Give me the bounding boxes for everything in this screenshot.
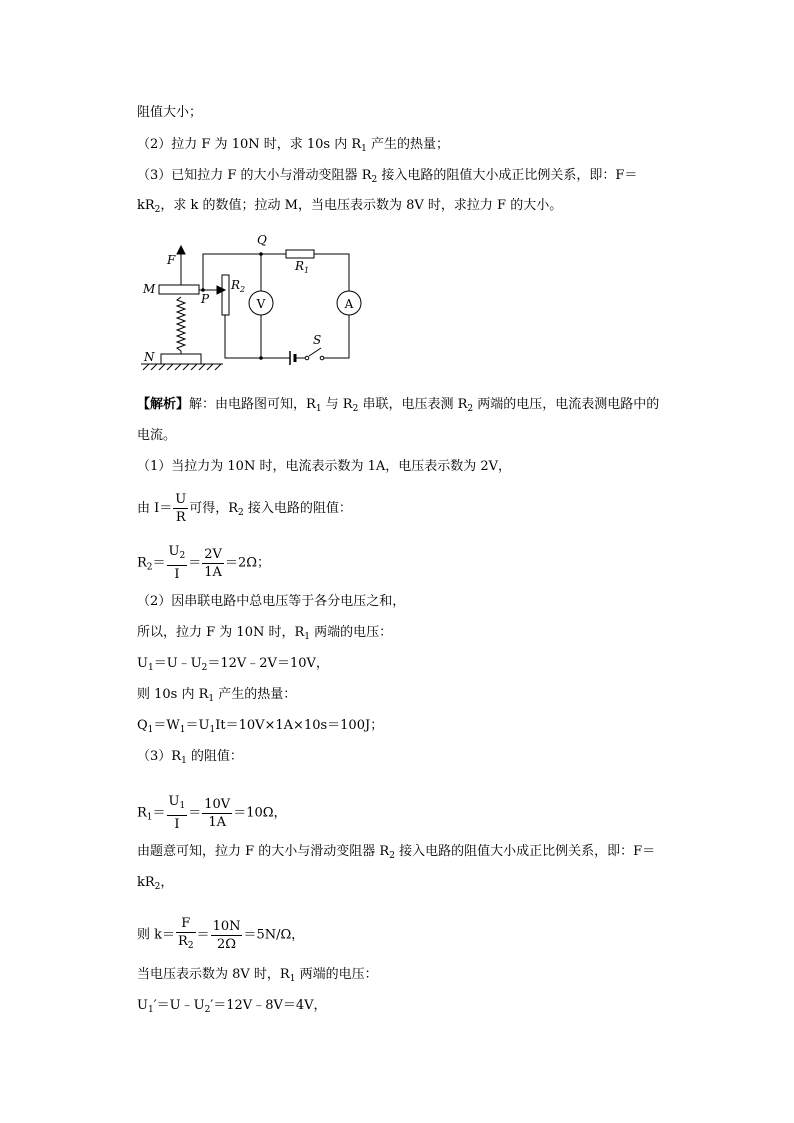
fraction-u1-i: $\frac{U_1}{I}$ bbox=[168, 794, 186, 832]
ohm-law-line: 由 I＝ $\frac{U}{R}$ 可得，$R_2$ 接入电路的阻值： bbox=[137, 492, 352, 525]
v8-line: 当电压表示数为 8V 时，$R_1$ 两端的电压： bbox=[137, 967, 378, 984]
label-a: A bbox=[344, 297, 354, 311]
r1-equation: $R_1=$ $\frac{U_1}{I}$ ＝ $\frac{10V}{1A}$ ＝10Ω， bbox=[137, 794, 287, 832]
label-q: Q bbox=[257, 233, 267, 247]
solution-intro: 【解析】解：由电路图可知，$R_1$ 与 $R_2$ 串联，电压表测 $R_2$ 两端的电压，电流表测电路中的 bbox=[137, 397, 660, 414]
question-2: （2）拉力 F 为 10N 时，求 10s 内 $R_1$ 产生的热量； bbox=[137, 137, 450, 154]
switch-s bbox=[309, 348, 321, 356]
question-prev-line: 阻值大小； bbox=[137, 105, 203, 120]
fraction-2v-1a: $\frac{2V}{1A}$ bbox=[204, 546, 222, 580]
solution-part2-b: 所以，拉力 F 为 10N 时，$R_1$ 两端的电压： bbox=[137, 625, 393, 642]
label-p: P bbox=[201, 292, 210, 306]
fraction-10n-2ohm: $\frac{10N}{2\Omega}$ bbox=[212, 918, 241, 952]
fraction-u2-i: $\frac{U_2}{I}$ bbox=[168, 544, 186, 582]
u1-equation: $U_1=U﹣U_2=12V﹣2V=10V$， bbox=[137, 656, 329, 673]
question-3-line1: （3）已知拉力 F 的大小与滑动变阻器 $R_2$ 接入电路的阻值大小成正比例关系，即：F＝ bbox=[137, 168, 638, 185]
plate-m bbox=[159, 285, 199, 294]
base-block-n bbox=[161, 354, 201, 364]
slider-arrow bbox=[217, 286, 225, 294]
question-3-line2: $kR_2$，求 k 的数值；拉动 M，当电压表示数为 8V 时，求拉力 F 的大小。 bbox=[137, 198, 563, 215]
resistor-r1 bbox=[286, 250, 314, 258]
rheostat-r2 bbox=[222, 275, 229, 315]
label-m: M bbox=[143, 282, 156, 296]
u1-prime-equation: $U_1'=U﹣U_2'=12V﹣8V=4V$， bbox=[137, 998, 327, 1015]
label-r2: $R_2$ bbox=[231, 278, 246, 294]
label-n: N bbox=[144, 350, 155, 364]
spring bbox=[177, 297, 185, 354]
ground-hatch bbox=[143, 364, 221, 370]
r2-equation: $R_2=$ $\frac{U_2}{I}$ ＝ $\frac{2V}{1A}$ ＝2Ω； bbox=[137, 544, 270, 582]
fraction-10v-1a: $\frac{10V}{1A}$ bbox=[204, 796, 231, 830]
k-equation: 则 k＝ $\frac{F}{R_2}$ ＝ $\frac{10N}{2\Omega}$ ＝5N/Ω， bbox=[137, 915, 304, 955]
label-s: S bbox=[313, 333, 322, 347]
proportional-line: 由题意可知，拉力 F 的大小与滑动变阻器 $R_2$ 接入电路的阻值大小成正比例关系，即：F＝ bbox=[137, 844, 656, 861]
circuit-diagram bbox=[137, 230, 377, 375]
fraction-ur: $\frac{U}{R}$ bbox=[175, 492, 187, 525]
force-arrow bbox=[177, 246, 185, 254]
label-r1: $R_1$ bbox=[295, 259, 310, 275]
proportional-line2: $kR_2$， bbox=[137, 875, 174, 892]
label-f: F bbox=[167, 253, 176, 267]
heat-line: 则 10s 内 $R_1$ 产生的热量： bbox=[137, 687, 297, 704]
label-v: V bbox=[256, 297, 266, 311]
solution-part3: $(3)R_1$ 的阻值： bbox=[137, 749, 243, 766]
solution-part2: （2）因串联电路中总电压等于各分电压之和， bbox=[137, 594, 406, 609]
solution-part1: （1）当拉力为 10N 时，电流表示数为 1A，电压表示数为 2V， bbox=[137, 459, 512, 474]
solution-intro-line2: 电流。 bbox=[137, 428, 177, 443]
fraction-f-r2: $\frac{F}{R_2}$ bbox=[178, 916, 194, 951]
q1-equation: $Q_1=W_1=U_1It=10V\times 1A\times 10s=100J$； bbox=[137, 718, 384, 735]
